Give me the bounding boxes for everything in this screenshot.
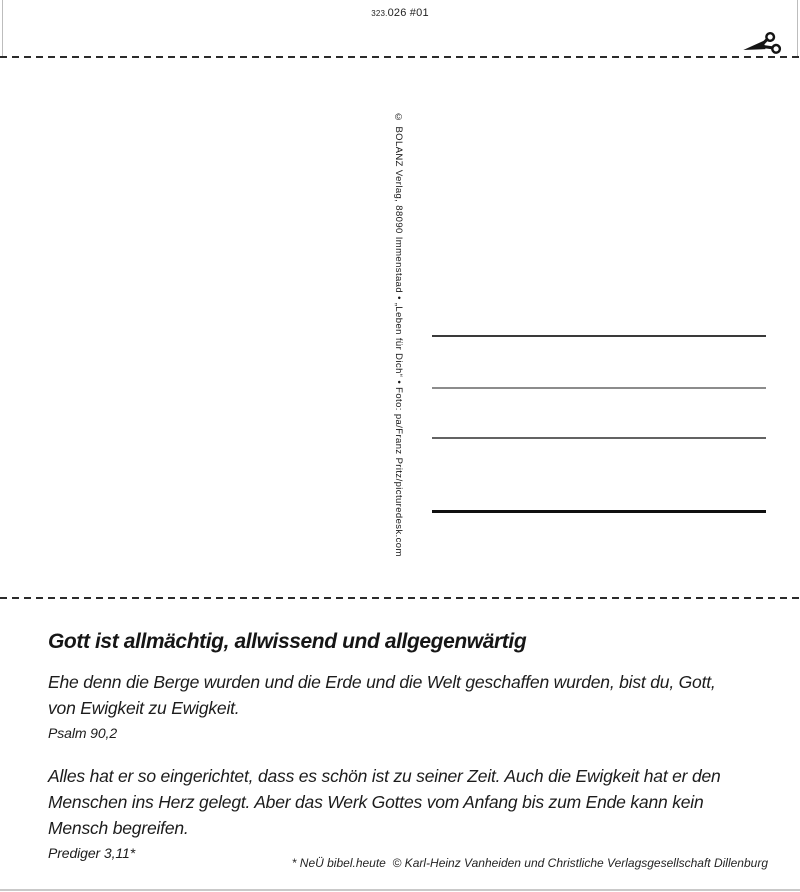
verse-reference: Prediger 3,11* bbox=[48, 845, 136, 861]
verse-title: Gott ist allmächtig, allwissend und allgegenwärtig bbox=[48, 630, 527, 653]
address-line bbox=[432, 335, 766, 337]
quote-line: Menschen ins Herz gelegt. Aber das Werk Gottes vom Anfang bis zum Ende kann kein bbox=[48, 792, 704, 812]
sheet-edge-bottom bbox=[0, 889, 800, 891]
cut-line-top bbox=[0, 56, 800, 58]
page-code-number: 026 #01 bbox=[387, 7, 429, 19]
address-line bbox=[432, 437, 766, 439]
page-code bbox=[0, 3, 800, 21]
quote-line: Mensch begreifen. bbox=[48, 818, 189, 838]
page-code-prefix: 323. bbox=[371, 9, 388, 18]
cut-line-bottom bbox=[0, 597, 800, 599]
quote-line: von Ewigkeit zu Ewigkeit. bbox=[48, 698, 240, 718]
scissors-icon bbox=[741, 29, 784, 63]
verse-reference: Psalm 90,2 bbox=[48, 725, 118, 741]
translation-footnote: * NeÜ bibel.heute © Karl-Heinz Vanheiden und Christliche Verlagsgesellschaft Dillenburg bbox=[291, 856, 768, 870]
verse-quote-prediger bbox=[48, 763, 721, 863]
quote-line: Alles hat er so eingerichtet, dass es schön ist zu seiner Zeit. Auch die Ewigkeit hat er den bbox=[48, 766, 721, 786]
sheet-edge-right bbox=[797, 0, 798, 57]
verse-quote-psalm bbox=[48, 669, 716, 743]
address-line bbox=[432, 510, 766, 513]
address-line bbox=[432, 387, 766, 389]
sheet-edge-left bbox=[2, 0, 3, 57]
quote-line: Ehe denn die Berge wurden und die Erde und die Welt geschaffen wurden, bist du, Gott, bbox=[48, 672, 716, 692]
publisher-imprint-vertical: © BOLANZ Verlag, 88090 Immenstaad • „Leben für Dich“ • Foto: pa/Franz Pritz/picturedesk.com bbox=[393, 112, 404, 557]
